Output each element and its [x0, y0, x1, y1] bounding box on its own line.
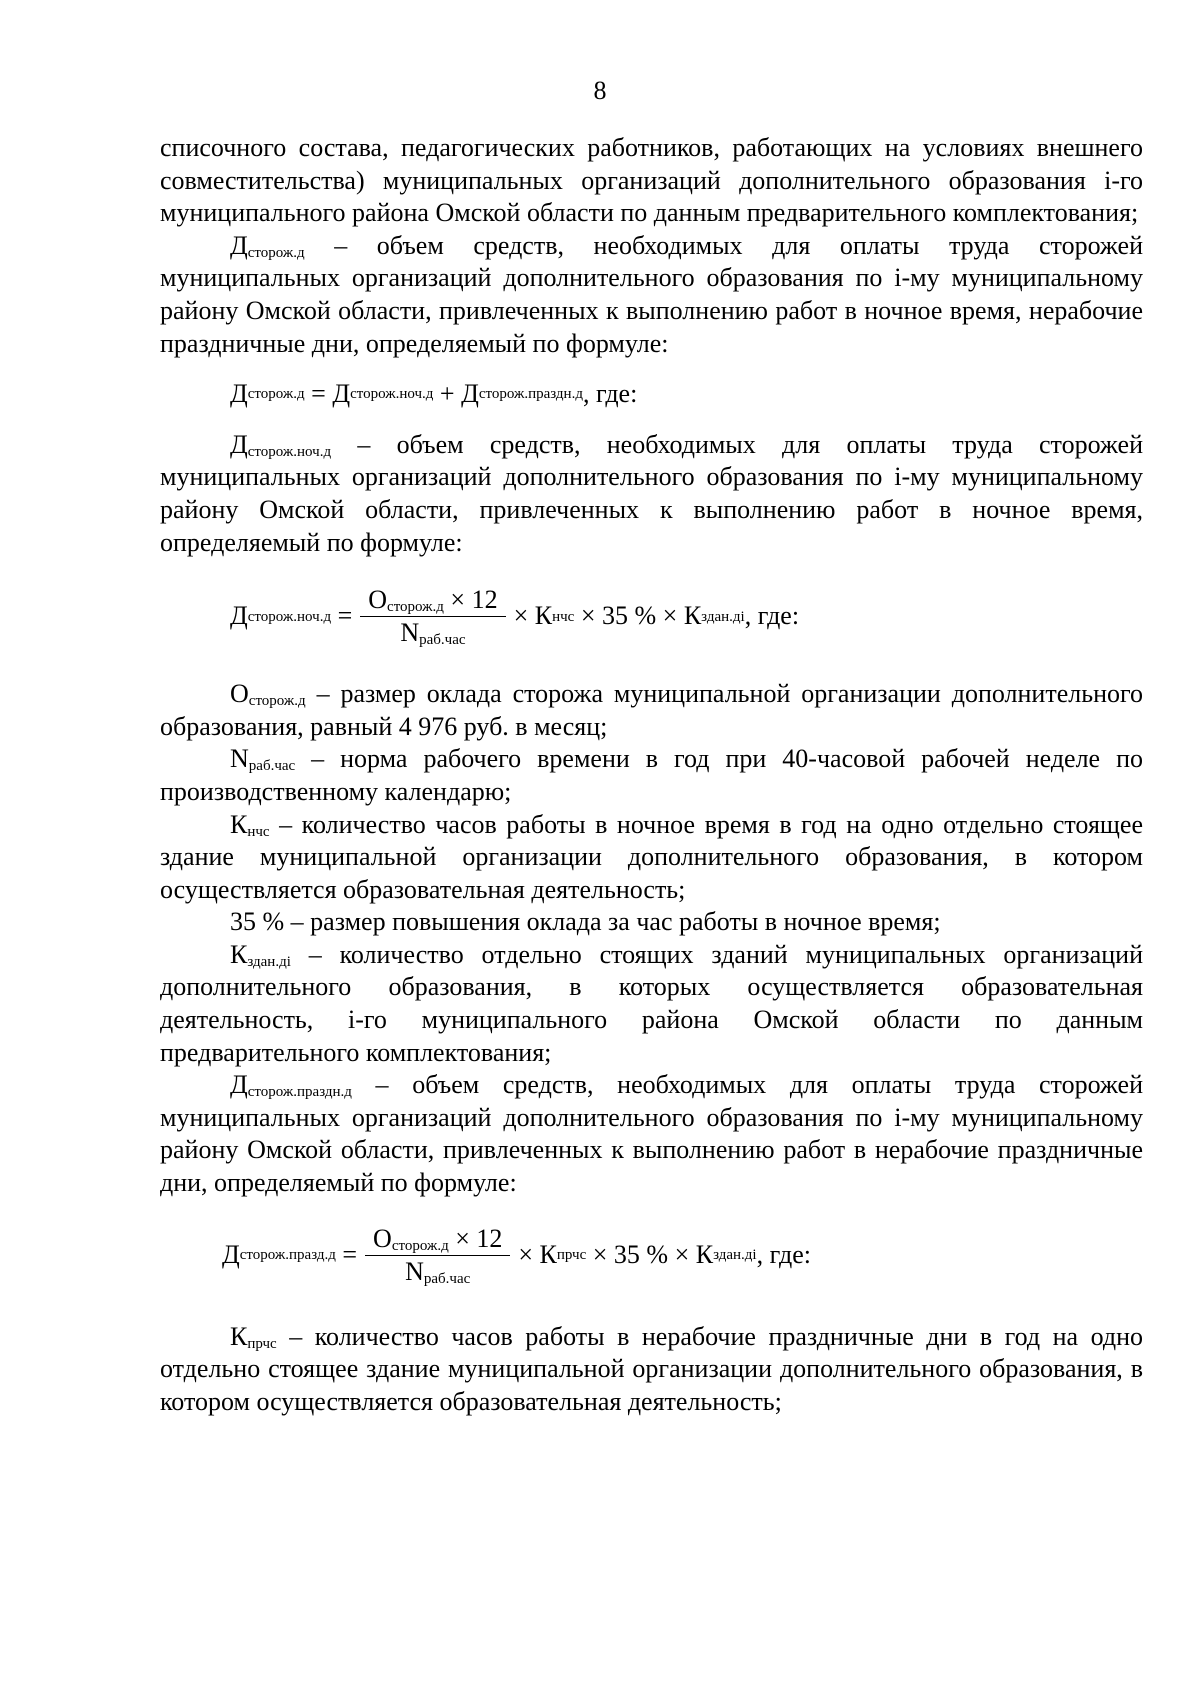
definition-k-prchs [160, 1321, 1143, 1419]
definition-k-nchs [160, 809, 1143, 907]
definition-text: – объем средств, необходимых для оплаты труда сторожей муниципальных организаций дополнительного образования по i-му муниципальному району Омской области, привлеченных к выполнению работ в ночное время, определяемый по формуле: [160, 429, 1143, 557]
symbol: О [230, 679, 249, 709]
paragraph-continuation: списочного состава, педагогических работников, работающих на условиях внешнего совместительства) муниципальных организаций дополнительного образования i-го муниципального района Омской области по данным предварительного комплектования; [160, 133, 1143, 228]
formula-symbol: Д [461, 379, 479, 409]
fraction-denominator [392, 617, 473, 648]
definition-n-rab-chas [160, 743, 1143, 808]
definition-text: – количество часов работы в ночное время в год на одно отдельно стоящее здание муниципальной организации дополнительного образования, в котором осуществляется образовательная деятельность; [160, 809, 1143, 904]
symbol: N [230, 744, 249, 774]
definition-d-storozh [160, 230, 1143, 360]
formula-symbol: N [400, 618, 420, 648]
definition-text: – норма рабочего времени в год при 40-часовой рабочей неделе по производственному календарю; [160, 744, 1143, 806]
symbol: Д [230, 429, 248, 459]
fraction-denominator [397, 1256, 478, 1287]
fraction-numerator [360, 585, 505, 617]
fraction-numerator [365, 1224, 510, 1256]
subscript: нчс [247, 823, 270, 840]
formula-subscript: сторож.д [391, 1237, 449, 1254]
definition-text: – количество часов работы в нерабочие праздничные дни в год на одно отдельно стоящее здание муниципальной организации дополнительного образования, в котором осуществляется образовательная деятельность; [160, 1321, 1143, 1416]
subscript: раб.час [248, 758, 296, 775]
formula-term: × 12 [443, 585, 498, 615]
symbol: Д [230, 1070, 248, 1100]
formula-subscript: раб.час [419, 632, 466, 649]
formula-term: × 35 % × К [574, 601, 702, 631]
definition-k-zdan [160, 939, 1143, 1069]
definition-text: – объем средств, необходимых для оплаты труда сторожей муниципальных организаций дополнительного образования по i-му муниципальному району Омской области, привлеченных к выполнению работ в нерабочие праздничные дни, определяемый по формуле: [160, 1070, 1143, 1198]
formula-fraction [365, 1224, 510, 1287]
symbol: К [230, 1321, 248, 1351]
formula-term: × К [518, 1239, 557, 1269]
definition-35-percent: 35 % – размер повышения оклада за час работы в ночное время; [230, 907, 941, 937]
formula-symbol: Д [332, 379, 351, 409]
formula-symbol: N [405, 1256, 424, 1286]
subscript: сторож.д [248, 693, 306, 710]
subscript: сторож.ноч.д [247, 443, 332, 460]
formula-total: Д сторож.д = Д сторож.ноч.д + Д сторож.праздн.д , где: [230, 378, 1143, 411]
definition-d-storozh-prazdn [160, 1069, 1143, 1199]
document-body [160, 132, 1143, 1418]
formula-tail: , где: [744, 601, 800, 631]
formula-equals: = [335, 1239, 358, 1269]
formula-symbol: О [373, 1223, 392, 1253]
subscript: сторож.д [247, 244, 305, 261]
formula-term: × К [513, 601, 553, 631]
formula-symbol: Д [222, 1239, 240, 1269]
definition-text: – количество отдельно стоящих зданий муниципальных организаций дополнительного образования, в которых осуществляется образовательная деятельность, i-го муниципального района Омской области по данным предварительного комплектования; [160, 939, 1143, 1067]
formula-symbol: Д [230, 379, 248, 409]
formula-subscript: раб.час [423, 1270, 471, 1287]
formula-subscript: сторож.д [387, 599, 444, 616]
page-number: 8 [593, 76, 607, 105]
formula-term: × 35 % × К [586, 1239, 714, 1269]
definition-text: – размер оклада сторожа муниципальной организации дополнительного образования, равный 4 976 руб. в месяц; [160, 679, 1143, 741]
subscript: прчс [247, 1335, 277, 1352]
formula-tail: , где: [582, 379, 638, 409]
subscript: здан.дi [247, 953, 291, 970]
definition-text: – объем средств, необходимых для оплаты труда сторожей муниципальных организаций дополнительного образования по i-му муниципальному району Омской области, привлеченных к выполнению работ в ночное время, нерабочие праздничные дни, определяемый по формуле: [160, 230, 1143, 358]
formula-plus: + [433, 379, 462, 409]
formula-symbol: Д [230, 601, 248, 631]
definition-d-storozh-noch [160, 429, 1143, 559]
symbol: К [230, 939, 248, 969]
formula-symbol: О [368, 585, 388, 615]
formula-term: × 12 [448, 1223, 503, 1253]
symbol: Д [230, 230, 248, 260]
formula-fraction [360, 585, 505, 648]
symbol: К [230, 809, 248, 839]
formula-equals: = [331, 601, 353, 631]
formula-holiday: Д сторож.празд.д = $\frac{О_{сторож.д} \times 12}{N_{раб.час}}$ × К прчс × 35 % × К здан.дi , где: [222, 1223, 811, 1287]
formula-equals: = [304, 379, 333, 409]
formula-night: Д сторож.ноч.д = $\frac{О_{сторож.д} \times 12}{N_{раб.час}}$ × К нчс × 35 % × К здан.дi , где: [230, 585, 800, 649]
subscript: сторож.праздн.д [247, 1084, 352, 1101]
formula-tail: , где: [756, 1239, 811, 1269]
definition-o-storozh [160, 678, 1143, 743]
